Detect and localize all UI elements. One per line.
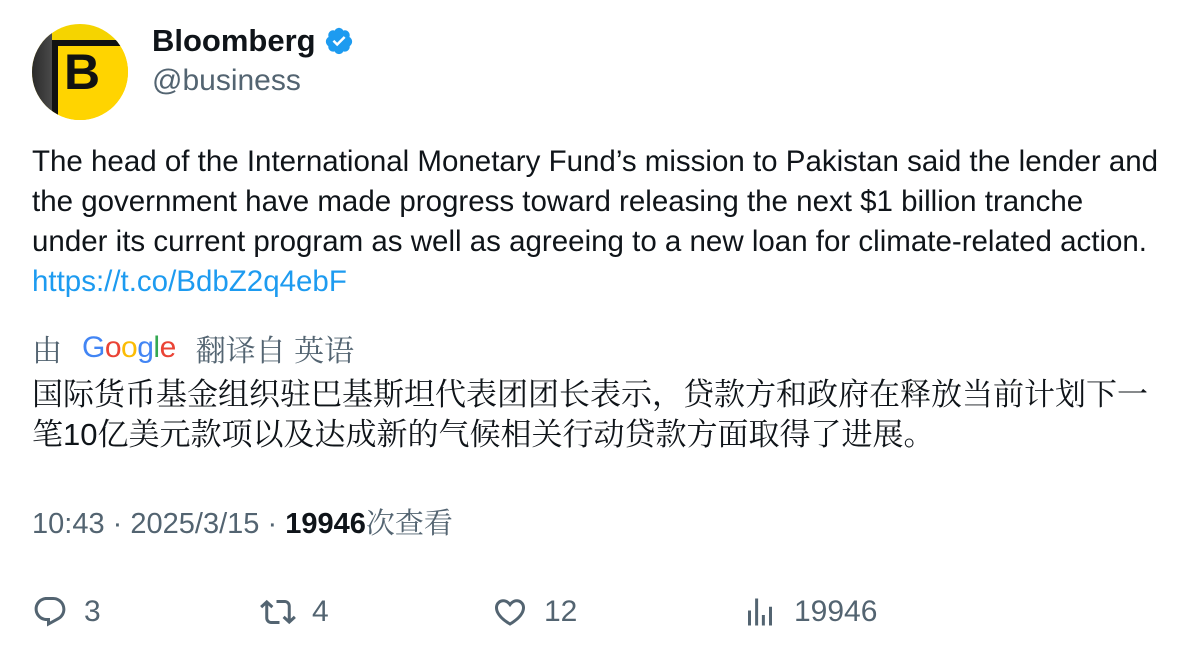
account-name[interactable] [152,22,354,60]
reply-icon [32,594,68,630]
google-letter-g2: g [137,331,154,364]
views-button[interactable] [742,590,877,634]
meta-separator: · [112,508,123,540]
translation-attribution [32,328,354,368]
avatar[interactable] [32,24,128,120]
views-label: 次查看 [365,508,453,540]
views-action-count: 19946 [794,595,878,628]
heart-icon [492,594,528,630]
tweet-meta [32,505,453,543]
views-count: 19946 [285,508,366,540]
google-letter-g: G [82,331,105,364]
like-count: 12 [544,595,578,628]
retweet-button[interactable] [260,590,329,634]
tweet-text [32,142,1162,302]
avatar-shade [32,24,52,120]
account-handle[interactable]: @business [152,64,301,97]
translated-from-label[interactable]: 翻译自 英语 [195,335,355,368]
tweet-body: The head of the International Monetary Fund’s mission to Pakistan said the lender and the government have made progress toward releasing the next $1 billion tranche under its current program as well as agreeing to a new loan for climate-related action. [32,145,1159,258]
google-letter-o2: o [121,331,138,364]
translated-by-label: 由 [32,335,62,368]
meta-separator-2: · [267,508,278,540]
retweet-count: 4 [312,595,329,628]
reply-button[interactable] [32,590,101,634]
avatar-letter: B [64,44,101,100]
action-bar [32,590,1162,634]
verified-badge-icon[interactable] [324,26,354,56]
google-letter-o1: o [104,331,122,364]
account-name-text[interactable]: Bloomberg [152,23,316,58]
google-logo [82,331,176,365]
reply-count: 3 [84,595,101,628]
tweet-date[interactable]: 2025/3/15 [130,508,260,540]
tweet-time[interactable]: 10:43 [32,508,105,540]
views-chart-icon [742,594,778,630]
google-letter-e: e [159,331,176,364]
google-letter-l: l [153,331,160,364]
translated-text: 国际货币基金组织驻巴基斯坦代表团团长表示，贷款方和政府在释放当前计划下一笔10亿美元款项以及达成新的气候相关行动贷款方面取得了进展。 [32,377,1148,452]
retweet-icon [260,594,296,630]
like-button[interactable] [492,590,577,634]
tweet-link[interactable]: https://t.co/BdbZ2q4ebF [32,265,347,298]
